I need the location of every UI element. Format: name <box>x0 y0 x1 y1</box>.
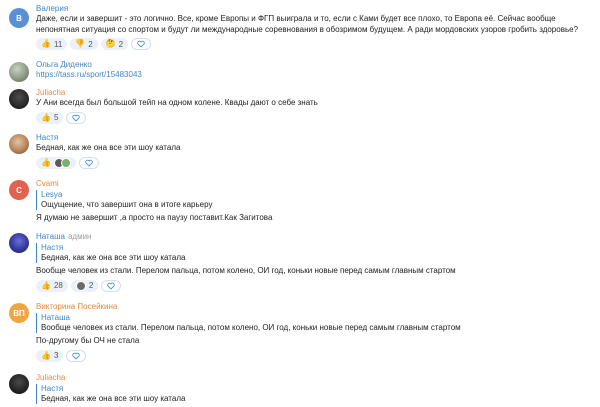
quote-text: Ощущение, что завершит она в итоге карьеру <box>41 200 213 209</box>
add-reaction-button[interactable] <box>131 38 151 50</box>
comment-text: Вообще человек из стали. Перелом пальца, потом колено, ОИ год, коньки новые перед самым главным стартом <box>36 266 456 275</box>
reaction-thumbs-up[interactable] <box>36 112 63 124</box>
avatar[interactable] <box>9 89 29 109</box>
comment-author[interactable]: Валерия <box>36 4 69 13</box>
quote-text: Вообще человек из стали. Перелом пальца, потом колено, ОИ год, коньки новые перед самым главным стартом <box>41 323 461 332</box>
comment-text: Я думаю не завершит ,а просто на паузу поставит.Как Загитова <box>36 213 273 222</box>
reaction-avatars-icon <box>54 158 71 168</box>
reaction-thumbs-up[interactable] <box>36 38 67 50</box>
thumbs-down-icon: 👎 <box>75 39 86 48</box>
quoted-reply[interactable] <box>36 313 590 333</box>
quoted-reply[interactable] <box>36 190 590 210</box>
admin-badge: админ <box>67 232 92 241</box>
avatar[interactable] <box>9 374 29 394</box>
comment-text: Бедная, как же она все эти шоу катала <box>36 143 181 152</box>
reaction-count: 2 <box>88 281 94 290</box>
comment-body <box>36 133 590 169</box>
reactions-bar <box>36 280 590 292</box>
comment-link[interactable]: https://tass.ru/sport/15483043 <box>36 70 142 79</box>
thumbs-up-icon: 👍 <box>41 112 51 122</box>
reactions-bar <box>36 112 590 124</box>
heart-outline-icon <box>137 40 145 48</box>
comment-body <box>36 373 590 407</box>
quoted-reply[interactable] <box>36 243 590 263</box>
thumbs-up-icon: 👍 <box>41 157 51 167</box>
reaction-thumbs-up[interactable] <box>36 280 68 292</box>
comment-author[interactable] <box>36 232 590 242</box>
reaction-count: 11 <box>53 39 63 49</box>
quote-author: Lesya <box>41 190 63 199</box>
comment-author[interactable]: Викторина Посейкина <box>36 302 118 311</box>
comment-body <box>36 302 590 362</box>
reaction-custom[interactable] <box>71 280 98 292</box>
avatar[interactable]: ВП <box>9 303 29 323</box>
reaction-thumbs-up[interactable] <box>36 350 63 362</box>
thumbs-up-icon: 👍 <box>41 350 51 360</box>
comment-text: По-другому бы ОЧ не стала <box>36 336 140 345</box>
heart-outline-icon <box>72 114 80 122</box>
reaction-count: 3 <box>53 351 59 360</box>
quote-author: Настя <box>41 384 64 393</box>
avatar[interactable]: В <box>9 8 29 28</box>
heart-outline-icon <box>107 282 115 290</box>
reactions-bar <box>36 38 590 50</box>
quote-text: Бедная, как же она все эти шоу катала <box>41 394 186 403</box>
quoted-reply[interactable] <box>36 384 590 404</box>
comment-text: У Ани всегда был большой тейп на одном колене. Квады дают о себе знать <box>36 98 318 107</box>
quote-author: Наташа <box>41 313 70 322</box>
reaction-count: 5 <box>53 113 59 122</box>
comment-author[interactable]: Настя <box>36 133 59 142</box>
comment-author[interactable]: Ольга Диденко <box>36 60 92 69</box>
reaction-count: 2 <box>88 39 93 49</box>
avatar[interactable] <box>9 62 29 82</box>
reaction-thinking[interactable] <box>101 38 128 50</box>
avatar[interactable] <box>9 134 29 154</box>
comment-body <box>36 232 590 292</box>
thumbs-up-icon: 👍 <box>41 280 51 290</box>
comment-author-name: Наташа <box>36 232 65 241</box>
heart-outline-icon <box>72 352 80 360</box>
comment-body <box>36 88 590 124</box>
add-reaction-button[interactable] <box>66 350 86 362</box>
heart-outline-icon <box>85 159 93 167</box>
reaction-avatar-icon <box>76 281 86 291</box>
comment-body <box>36 179 590 224</box>
comment-author[interactable]: Juliacha <box>36 373 66 382</box>
quote-author: Настя <box>41 243 64 252</box>
comment-body <box>36 4 590 50</box>
reaction-thumbs-up[interactable] <box>36 157 76 169</box>
comment-text: Даже, если и завершит - это логично. Все, кроме Европы и ФГП выиграла и то, если с Ками будет все плохо, то Европа её. Сейчас вообще непонятная ситуация со спортом и будут ли международные соревнования в обозримом будущем. А ради мордовских узоров гробить здоровье? <box>36 14 579 34</box>
thumbs-up-icon: 👍 <box>41 39 51 48</box>
reactions-bar <box>36 350 590 362</box>
add-reaction-button[interactable] <box>66 112 86 124</box>
comment-author[interactable]: Cvami <box>36 179 59 188</box>
add-reaction-button[interactable] <box>101 280 121 292</box>
comment-author[interactable]: Juliacha <box>36 88 66 97</box>
avatar[interactable] <box>9 233 29 253</box>
reaction-count: 28 <box>53 281 63 290</box>
reaction-count: 2 <box>118 39 124 49</box>
thinking-face-icon: 🤔 <box>105 39 116 48</box>
reaction-thumbs-down[interactable] <box>70 38 97 50</box>
mini-avatar <box>61 158 71 168</box>
quote-text: Бедная, как же она все эти шоу катала <box>41 253 186 262</box>
reactions-bar <box>36 157 590 169</box>
add-reaction-button[interactable] <box>79 157 99 169</box>
avatar[interactable]: C <box>9 180 29 200</box>
comment-body <box>36 60 590 80</box>
